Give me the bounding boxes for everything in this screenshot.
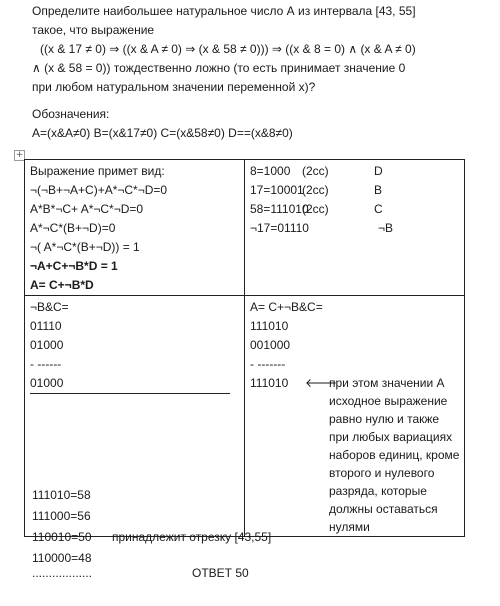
expr-line: ¬( A*¬C*(B+¬D)) = 1 <box>30 240 140 254</box>
intro-formula-2: ∧ (x & 58 = 0)) тождественно ложно (то есть принимает значение 0 <box>32 61 406 75</box>
intro-line-5: при любом натуральном значении переменной x)? <box>32 80 316 94</box>
candidate-values <box>32 485 271 569</box>
expr-line: Выражение примет вид: <box>30 164 165 178</box>
answer-line <box>32 566 249 580</box>
expr-line: A*B*¬C+ A*¬C*¬D=0 <box>30 202 144 216</box>
table-move-handle-icon[interactable]: + <box>15 150 24 160</box>
expr-line-final: A= C+¬B*D <box>30 278 94 292</box>
intro-line-1: Определите наибольшее натуральное число А из интервала [43, 55] <box>32 4 416 18</box>
cell-a-value <box>245 296 465 537</box>
binary-letter: C <box>374 202 383 216</box>
expr-line: ¬A+C+¬B*D = 1 <box>30 259 118 273</box>
calc-line: ¬B&C= <box>30 300 69 314</box>
candidate-line: 111010=58 <box>32 488 91 502</box>
calc-line: 001000 <box>250 338 291 352</box>
calc-line: 111010 <box>250 319 289 333</box>
intro-line-2: такое, что выражение <box>32 23 155 37</box>
cell-binary-values <box>245 160 465 296</box>
problem-text <box>32 2 472 143</box>
expr-line: A*¬C*(B+¬D)=0 <box>30 221 116 235</box>
candidate-value: 110010=50 <box>32 530 92 544</box>
calc-line: - ------- <box>250 357 286 371</box>
binary-row <box>250 200 460 219</box>
answer-label: ОТВЕТ 50 <box>192 566 249 580</box>
binary-value: 58=111010 <box>250 202 309 216</box>
candidate-line-valid <box>32 527 271 548</box>
calc-line: - ------ <box>30 357 62 371</box>
answer-dots: .................. <box>32 566 93 580</box>
intro-formula-1: ((x & 17 ≠ 0) ⇒ ((x & A ≠ 0) ⇒ (x & 58 ≠ 0))) ⇒ ((x & 8 = 0) ∧ (x & A ≠ 0) <box>40 42 416 56</box>
calc-line: 01110 <box>30 319 62 333</box>
explanation-note: при этом значении А исходное выражение равно нулю и также при любых вариациях наборов единиц, кроме второго и нулевого разряда, которые должны оставаться нулями <box>329 376 460 534</box>
binary-letter: D <box>374 164 383 178</box>
binary-base: (2cc) <box>302 183 329 197</box>
binary-value: ¬17=01110 <box>250 221 309 235</box>
legend-items: A=(x&A≠0) B=(x&17≠0) C=(x&58≠0) D==(x&8≠0) <box>32 126 293 140</box>
binary-letter: ¬B <box>378 221 394 235</box>
binary-row <box>250 219 460 238</box>
binary-base: (2cc) <box>302 202 329 216</box>
cell-expression <box>25 160 245 296</box>
calc-line: 01000 <box>30 338 64 352</box>
calc-result: 01000 <box>30 374 230 394</box>
candidate-line: 111000=56 <box>32 509 91 523</box>
calc-result: 111010 <box>250 376 289 390</box>
binary-value: 17=10001 <box>250 183 304 197</box>
candidate-line: 110000=48 <box>32 551 92 565</box>
binary-value: 8=1000 <box>250 164 291 178</box>
calc-line: A= C+¬B&C= <box>250 300 323 314</box>
candidate-comment: принадлежит отрезку [43,55] <box>112 530 272 544</box>
binary-row <box>250 162 460 181</box>
solution-table <box>24 159 465 537</box>
result-with-note <box>250 374 460 536</box>
binary-letter: B <box>374 183 383 197</box>
expr-line: ¬(¬B+¬A+C)+A*¬C*¬D=0 <box>30 183 168 197</box>
binary-row <box>250 181 460 200</box>
left-arrow-icon: 🡐 <box>305 376 338 390</box>
binary-base: (2cc) <box>302 164 329 178</box>
legend-title: Обозначения: <box>32 107 110 121</box>
